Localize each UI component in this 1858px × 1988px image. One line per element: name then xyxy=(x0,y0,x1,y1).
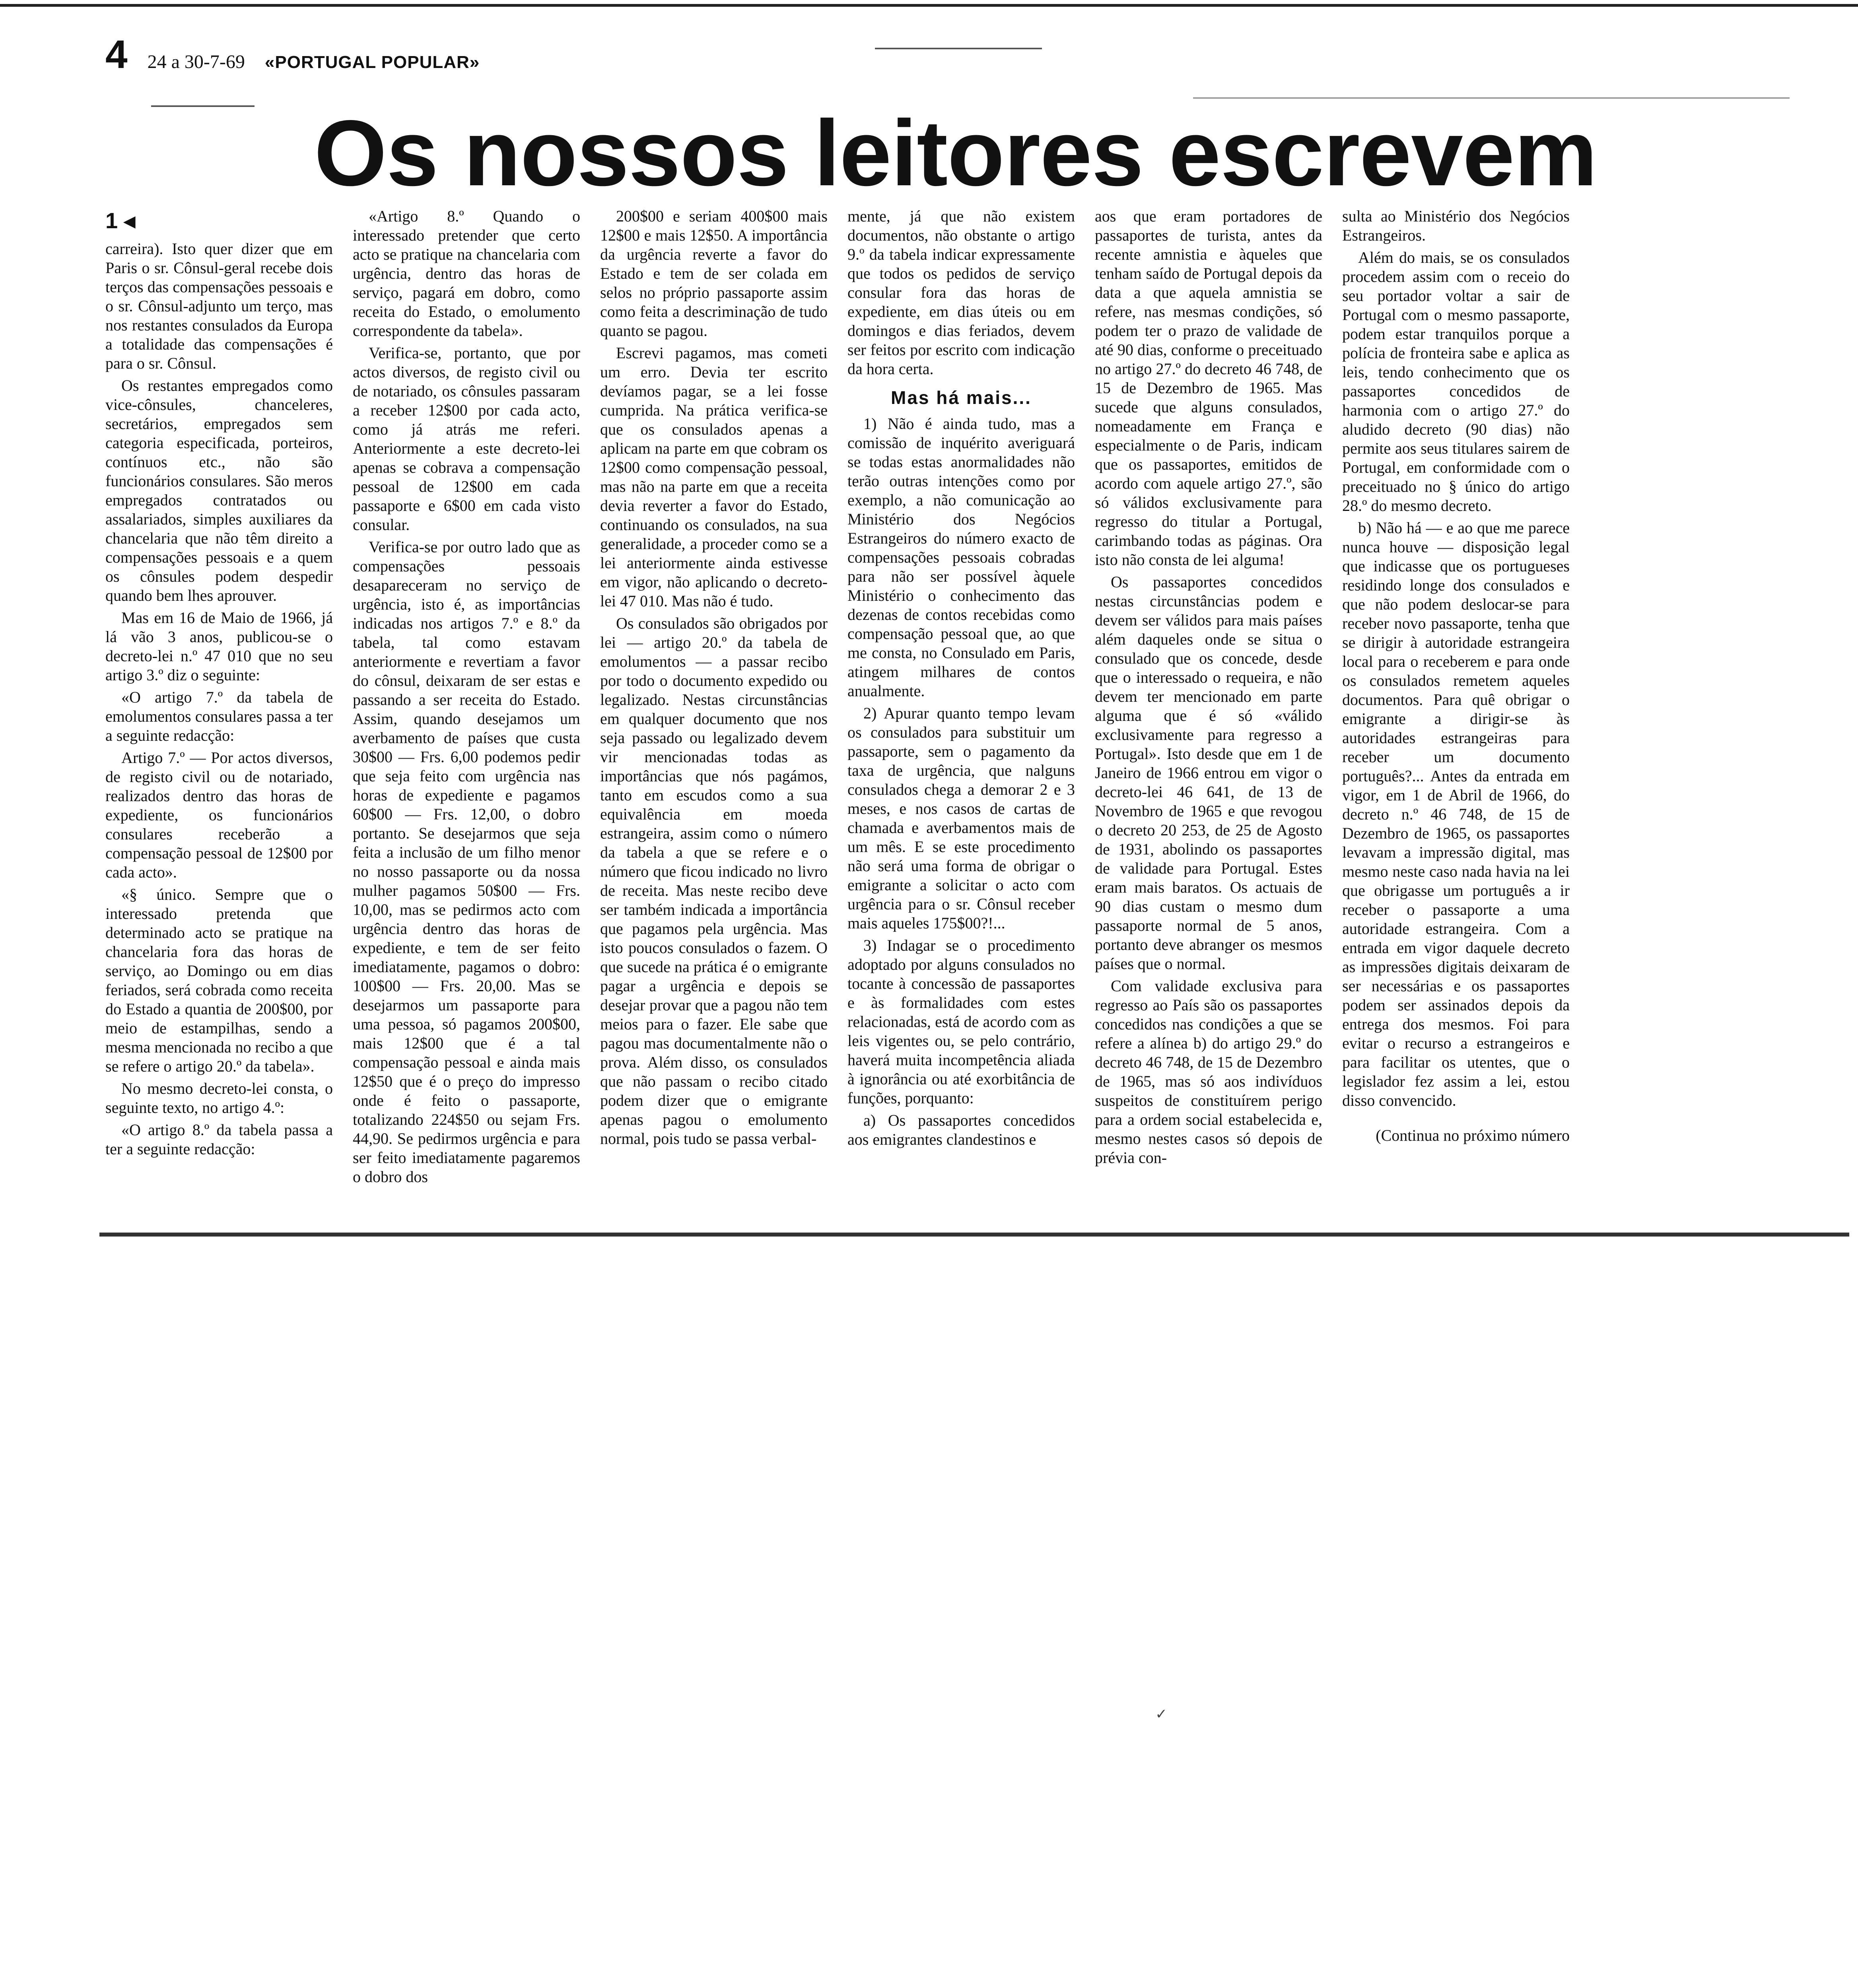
bottom-rule xyxy=(99,1233,1849,1237)
publication-name: «PORTUGAL POPULAR» xyxy=(264,52,480,72)
subheading: Mas há mais... xyxy=(891,387,1032,408)
paragraph: Os restantes empregados como vice-cônsules, chanceleres, secretários, empregados sem categoria especificada, porteiros, contínuos etc., não são funcionários consulares. São meros empregados contratados ou assalariados, simples auxiliares da chancelaria que não têm direito a compensações pessoais e a quem os cônsules podem despedir quando bem lhes aprouver. xyxy=(105,377,333,604)
paragraph: Além do mais, se os consulados procedem assim com o receio do seu portador voltar a sair de Portugal com o mesmo passaporte, podem estar tranquilos porque a polícia de fronteira sabe e aplica as leis, tendo conhecimento que os passaportes concedidos de harmonia com o artigo 27.º do aludido decreto (90 dias) não permite aos seus titulares sairem de Portugal, em conformidade com o preceituado no § único do artigo 28.º do mesmo decreto. xyxy=(1342,248,1570,514)
section-headline: Os nossos leitores escrevem xyxy=(314,101,1597,205)
paragraph: Verifica-se por outro lado que as compensações pessoais desapareceram no serviço de urgência, isto é, as importâncias indicadas nos artigos 7.º e 8.º da tabela, tal como estavam anteriormente e revertiam a favor do cônsul, deixaram de ser estas e passando a ser receita do Estado. Assim, quando desejamos um averbamento de países que custa 30$00 — Frs. 6,00 podemos pedir que seja feito com urgência nas horas de expediente e pagamos 60$00 — Frs. 12,00, o dobro portanto. Se desejarmos que seja feita a inclusão de um filho menor no nosso passaporte ou da nossa mulher pagamos 50$00 — Frs. 10,00, mas se pedirmos acto com urgência dentro das horas de expediente, e tem de ser feito imediatamente, pagamos o dobro: 100$00 — Frs. 20,00. Mas se desejarmos um passaporte para uma pessoa, só pagamos 200$00, mais 12$00 que é a tal compensação pessoal e ainda mais 12$50 que é o preço do impresso onde é feito o passaporte, totalizando 224$50 ou sejam Frs. 44,90. Se pedirmos urgência e para ser feito imediatamente pagaremos o dobro dos xyxy=(353,538,580,1186)
paragraph: «§ único. Sempre que o interessado pretenda que determinado acto se pratique na chancelaria fora das horas de serviço, ao Domingo ou em dias feriados, será cobrada como receita do Estado a quantia de 200$00, por meio de estampilhas, sendo a mesma mencionada no recibo a que se refere o artigo 20.º da tabela». xyxy=(105,885,333,1075)
paragraph: aos que eram portadores de passaportes de turista, antes da recente amnistia e àqueles que tenham saído de Portugal depois da data a que aquela amnistia se refere, nas mesmas condições, só podem ter o prazo de validade de até 90 dias, conforme o preceituado no artigo 27.º do decreto 46 748, de 15 de Dezembro de 1965. Mas sucede que alguns consulados, nomeadamente em França e especialmente o de Paris, indicam que os passaportes, emitidos de acordo com aquele artigo 27.º, são só válidos exclusivamente para regresso do titular a Portugal, carimbando todas as páginas. Ora isto não consta de lei alguma! xyxy=(1095,207,1322,569)
page-folio xyxy=(105,32,480,76)
paragraph: 1) Não é ainda tudo, mas a comissão de inquérito averiguará se todas estas anormalidades não terão outras intenções como por exemplo, a não comunicação ao Ministério dos Negócios Estrangeiros do número exacto de compensações pessoais cobradas para não ser possível àquele Ministério o conhecimento das dezenas de contos recebidas como compensação pessoal que, ao que me consta, no Consulado em Paris, atingem milhares de contos anualmente. xyxy=(847,415,1075,700)
continuation-note: (Continua no próximo número xyxy=(1376,1126,1570,1144)
page-number: 4 xyxy=(105,32,128,77)
article-body xyxy=(105,207,1823,1225)
scratch-mark xyxy=(151,105,255,107)
article-column-5 xyxy=(1095,207,1322,1225)
paragraph: Com validade exclusiva para regresso ao País são os passaportes concedidos nas condições a que se refere a alínea b) do artigo 29.º do decreto 46 748, de 15 de Dezembro de 1965, mas só aos indivíduos suspeitos de constituírem perigo para a ordem social estabelecida e, mesmo nestes casos só depois de prévia con- xyxy=(1095,977,1322,1167)
stray-mark: ✓ xyxy=(1155,1706,1168,1722)
article-column-2 xyxy=(353,207,580,1225)
paragraph: 200$00 e seriam 400$00 mais 12$00 e mais 12$50. A importância da urgência reverte a favor do Estado e tem de ser colada em selos no próprio passaporte assim como feita a descriminação de tudo quanto se pagou. xyxy=(600,207,828,340)
paragraph: Escrevi pagamos, mas cometi um erro. Devia ter escrito devíamos pagar, se a lei fosse cumprida. Na prática verifica-se que os consulados apenas a aplicam na parte em que cobram os 12$00 como compensação pessoal, mas não na parte em que a receita devia reverter a favor do Estado, continuando os consulados, na sua generalidade, a proceder como se a lei anteriormente ainda estivesse em vigor, não aplicando o decreto-lei 47 010. Mas não é tudo. xyxy=(600,344,828,610)
paragraph: 2) Apurar quanto tempo levam os consulados para substituir um passaporte, sem o pagamento da taxa de urgência, que nalguns consulados chega a demorar 2 e 3 meses, e nos casos de cartas de chamada e averbamentos mais de um mês. E se este procedimento não será uma forma de obrigar o emigrante a solicitar o acto com urgência para o sr. Cônsul receber mais aqueles 175$00?!... xyxy=(847,704,1075,932)
issue-date: 24 a 30-7-69 xyxy=(147,51,245,72)
paragraph: Os passaportes concedidos nestas circunstâncias podem e devem ser válidos para mais países além daqueles onde se situa o consulado que os concede, desde que o interessado o requeira, e não devem ter mencionado em parte alguma que é só «válido exclusivamente para regresso a Portugal». Isto desde que em 1 de Janeiro de 1966 entrou em vigor o decreto-lei 46 641, de 13 de Novembro de 1965 e que revogou o decreto 20 253, de 25 de Agosto de 1931, abolindo os passaportes de validade para Portugal. Estes eram mais baratos. Os actuais de 90 dias custam o mesmo dum passaporte normal de 5 anos, portanto deve abranger os mesmos países que o normal. xyxy=(1095,573,1322,973)
paragraph: No mesmo decreto-lei consta, o seguinte texto, no artigo 4.º: xyxy=(105,1079,333,1116)
paragraph: a) Os passaportes concedidos aos emigrantes clandestinos e xyxy=(847,1111,1075,1148)
paragraph: «Artigo 8.º Quando o interessado pretender que certo acto se pratique na chancelaria com urgência, dentro das horas de serviço, pagará em dobro, como receita do Estado, o emolumento correspondente da tabela». xyxy=(353,207,580,340)
paragraph: «O artigo 8.º da tabela passa a ter a seguinte redacção: xyxy=(105,1121,333,1158)
paragraph: b) Não há — e ao que me parece nunca houve — disposição legal que indicasse que os portugueses residindo longe dos consulados e que não podem deslocar-se para receber novo passaporte, tenha que se dirigir à autoridade estrangeira local para o receberem e para onde os consulados remetem aqueles documentos. Para quê obrigar o emigrante a dirigir-se às autoridades estrangeiras para receber um documento português?... Antes da entrada em vigor, em 1 de Abril de 1966, do decreto n.º 46 748, de 15 de Dezembro de 1965, os passaportes levavam a impressão digital, mas mesmo neste caso nada havia na lei que obrigasse um português a ir receber o passaporte a uma autoridade estrangeira. Com a entrada em vigor daquele decreto as impressões digitais deixaram de ser necessárias e os passaportes podem ser assinados depois da entrega dos mesmos. Foi para evitar o recurso a estrangeiros e para facilitar os utentes, que o legislador fez assim a lei, estou disso convencido. xyxy=(1342,519,1570,1109)
paragraph: Verifica-se, portanto, que por actos diversos, de registo civil ou de notariado, os cônsules passaram a receber 12$00 por cada acto, como já atrás me referi. Anteriormente a este decreto-lei apenas se cobrava a compensação pessoal de 12$00 em cada passaporte e 6$00 em cada visto consular. xyxy=(353,344,580,534)
article-column-4 xyxy=(847,207,1075,1225)
paragraph: Os consulados são obrigados por lei — artigo 20.º da tabela de emolumentos — a passar recibo por todo o documento expedido ou legalizado. Nestas circunstâncias em qualquer documento que nos seja passado ou legalizado devem vir mencionadas todas as importâncias que nós pagámos, tanto em escudos como a sua equivalência em moeda estrangeira, assim como o número da tabela a que se refere e o número que ficou indicado no livro de receita. Mas neste recibo deve ser também indicada a importância que pagamos pela urgência. Mas isto poucos consulados o fazem. O que sucede na prática é o emigrante pagar a urgência e depois se desejar provar que a pagou não tem meios para o fazer. Ele sabe que pagou mas documentalmente não o prova. Além disso, os consulados que não passam o recibo citado podem dizer que o emigrante apenas pagou o emolumento normal, pois tudo se passa verbal- xyxy=(600,614,828,1147)
paragraph: 3) Indagar se o procedimento adoptado por alguns consulados no tocante à concessão de passaportes e às formalidades com estes relacionadas, está de acordo com as leis vigentes ou, se pelo contrário, haverá muita incompetência aliada à ignorância ou até exorbitância de funções, porquanto: xyxy=(847,936,1075,1107)
paragraph: «O artigo 7.º da tabela de emolumentos consulares passa a ter a seguinte redacção: xyxy=(105,688,333,744)
paragraph: carreira). Isto quer dizer que em Paris o sr. Cônsul-geral recebe dois terços das compensações pessoais e o sr. Cônsul-adjunto um terço, mas nos restantes consulados da Europa a totalidade das compensações é para o sr. Cônsul. xyxy=(105,240,333,372)
paragraph: Artigo 7.º — Por actos diversos, de registo civil ou de notariado, realizados dentro das horas de expediente, os funcionários consulares receberão a compensação pessoal de 12$00 por cada acto». xyxy=(105,749,333,881)
paragraph: sulta ao Ministério dos Negócios Estrangeiros. xyxy=(1342,207,1570,244)
paragraph: mente, já que não existem documentos, não obstante o artigo 9.º da tabela indicar expressamente que todos os pedidos de serviço consular fora das horas de expediente, em dias úteis ou em domingos e dias feriados, devem ser feitos por escrito com indicação da hora certa. xyxy=(847,207,1075,378)
article-column-6 xyxy=(1342,207,1570,1225)
paragraph: Mas em 16 de Maio de 1966, já lá vão 3 anos, publicou-se o decreto-lei n.º 47 010 que no seu artigo 3.º diz o seguinte: xyxy=(105,609,333,684)
top-rule xyxy=(0,4,1858,7)
article-column-3 xyxy=(600,207,828,1225)
continuation-marker: 1 ◂ xyxy=(105,208,135,233)
article-column-1 xyxy=(105,207,333,1225)
scratch-mark xyxy=(875,48,1042,49)
